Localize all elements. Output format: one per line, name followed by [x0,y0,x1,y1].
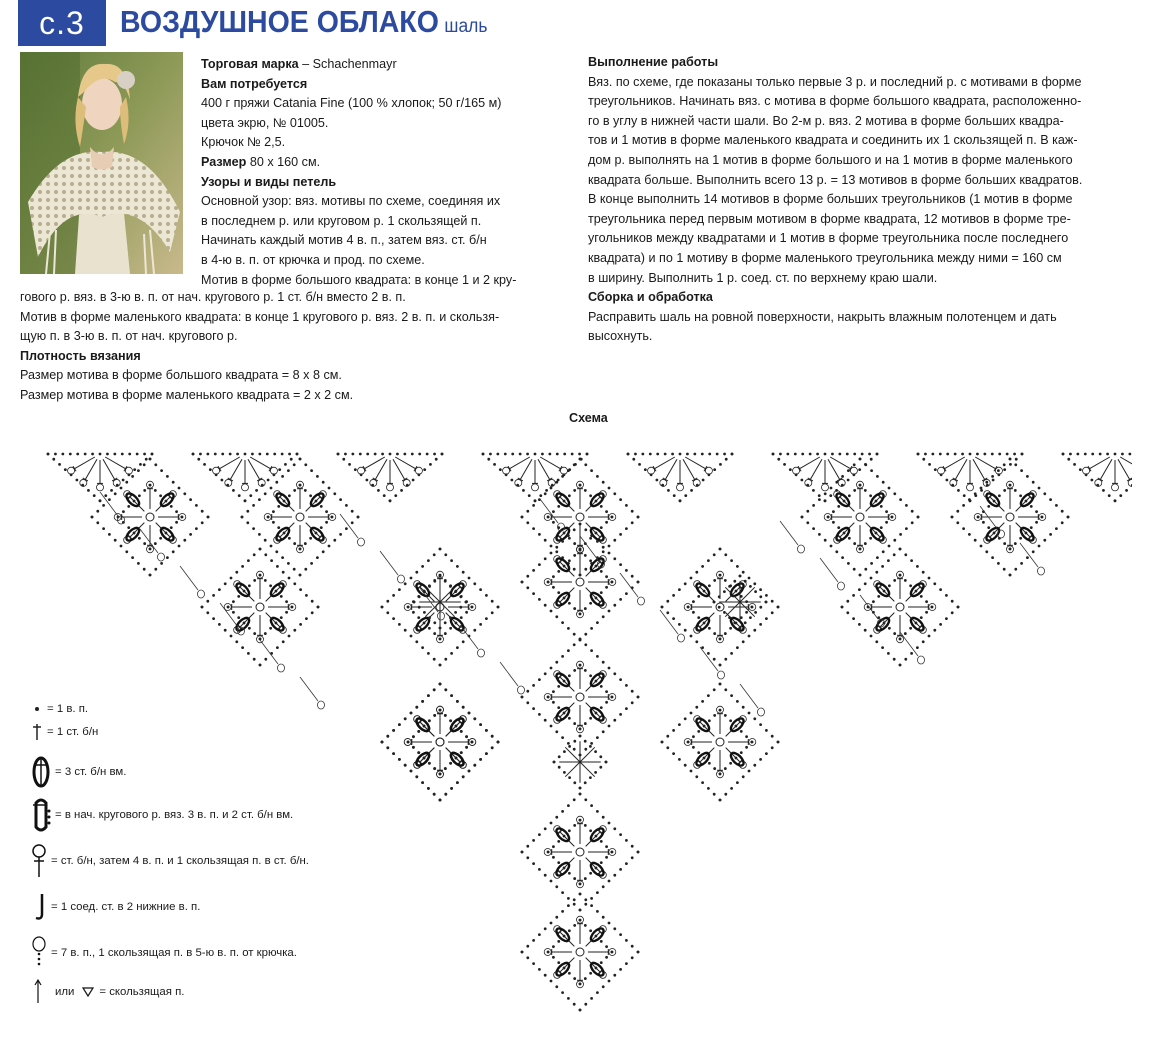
legend-item: = в нач. кругового р. вяз. 3 в. п. и 2 ст. б/н вм. [30,797,293,833]
work-label: Выполнение работы [588,55,719,69]
work-line-2: треугольников. Начинать вяз. с мотива в форме большого квадрата, расположенно- [588,94,1082,109]
patterns-label: Узоры и виды петель [201,174,337,189]
density-label: Плотность вязания [20,348,141,363]
model-in-lace-shawl-photo [20,52,183,274]
work-line-3: го в углу в нижней части шали. Во 2-м р. вяз. 2 мотива в форме больших квадра- [588,113,1064,128]
round-start-icon [30,797,52,833]
work-line-1: Вяз. по схеме, где показаны только первые 3 р. и последний р. с мотивами в форме [588,74,1082,89]
motif-density-block [20,288,499,406]
work-line-11: в ширину. Выполнить 1 р. соед. ст. по верхнему краю шали. [588,270,938,285]
brand-value: – Schachenmayr [298,57,397,71]
page-header [0,0,1156,50]
picot-stitch-icon [30,843,48,879]
pattern-line-8: щую п. в 3-ю в. п. от нач. кругового р. [20,329,238,344]
three-sc-together-icon [30,755,52,789]
legend-item: = 7 в. п., 1 скользящая п. в 5-ю в. п. от крючка. [30,936,297,970]
pattern-line-3: Начинать каждый мотив 4 в. п., затем вяз. ст. б/н [201,233,487,248]
yarn-line-2: цвета экрю, № 01005. [201,115,329,130]
legend-item: = 1 соед. ст. в 2 нижние в. п. [30,892,200,922]
work-line-8: треугольника перед первым мотивом в форме квадрата, 12 мотивов в форме тре- [588,211,1071,226]
work-line-5: дом р. выполнять на 1 мотив в форме большого и на 1 мотив в форме маленького [588,152,1073,167]
hook-line: Крючок № 2,5. [201,135,286,150]
stitch-legend [30,700,370,1020]
schema-title: Схема [569,411,608,425]
work-line-6: квадрата больше. Выполнить всего 13 р. = 13 мотивов в форме больших квадратов. [588,172,1083,187]
legend-item: = 1 в. п. [30,702,88,716]
loop-picot-icon [30,936,48,970]
pattern-line-4: в 4-ю в. п. от крючка и прод. по схеме. [201,252,425,267]
pattern-line-7: Мотив в форме маленького квадрата: в конце 1 кругового р. вяз. 2 в. п. и скользя- [20,309,500,324]
work-line-7: В конце выполнить 14 мотивов в форме больших треугольников (1 мотив в форме [588,192,1073,207]
pattern-line-5: Мотив в форме большого квадрата: в конце 1 и 2 кру- [201,272,517,287]
legend-item: = 1 ст. б/н [30,722,98,742]
yarn-line-1: 400 г пряжи Catania Fine (100 % хлопок; 50 г/165 м) [201,96,502,111]
title-text: ВОЗДУШНОЕ ОБЛАКО [120,4,439,39]
page-number-badge: с.3 [18,0,106,46]
size-value: 80 х 160 см. [246,154,321,169]
title-subtitle: шаль [444,16,488,37]
legend-item: = ст. б/н, затем 4 в. п. и 1 скользящая п. в ст. б/н. [30,843,309,879]
brand-label: Торговая марка [201,57,299,71]
assembly-line-1: Расправить шаль на ровной поверхности, накрыть влажным полотенцем и дать [588,309,1057,324]
slip-stitch-arrow-icon [30,977,46,1007]
materials-block [201,55,516,290]
chain-stitch-dot-icon [30,702,44,716]
joining-stitch-icon [30,892,48,922]
instructions-block [588,53,1082,347]
density-line-1: Размер мотива в форме большого квадрата = 8 х 8 см. [20,368,342,383]
need-label: Вам потребуется [201,76,308,91]
work-line-9: угольников между квадратами и 1 мотив в форме треугольника после последнего [588,231,1069,246]
legend-item: = 3 ст. б/н вм. [30,755,126,789]
density-line-2: Размер мотива в форме маленького квадрата = 2 х 2 см. [20,387,354,402]
slip-stitch-triangle-icon [80,985,96,999]
legend-item: или = скользящая п. [30,977,184,1007]
size-label: Размер [201,154,247,169]
single-crochet-stitch-icon [30,722,44,742]
pattern-line-2: в последнем р. или круговом р. 1 скользящей п. [201,213,482,228]
work-line-4: тов и 1 мотив в форме маленького квадрата и соединить их 1 скользящей п. В каж- [588,133,1078,148]
page-title [120,2,487,47]
assembly-line-2: высохнуть. [588,329,653,344]
pattern-line-1: Основной узор: вяз. мотивы по схеме, соединяя их [201,194,501,209]
pattern-line-6: гового р. вяз. в 3-ю в. п. от нач. кругового р. 1 ст. б/н вместо 2 в. п. [20,290,406,304]
assembly-label: Сборка и обработка [588,290,713,305]
work-line-10: квадрата) и по 1 мотиву в форме маленького треугольника между ними = 160 см [588,250,1062,265]
